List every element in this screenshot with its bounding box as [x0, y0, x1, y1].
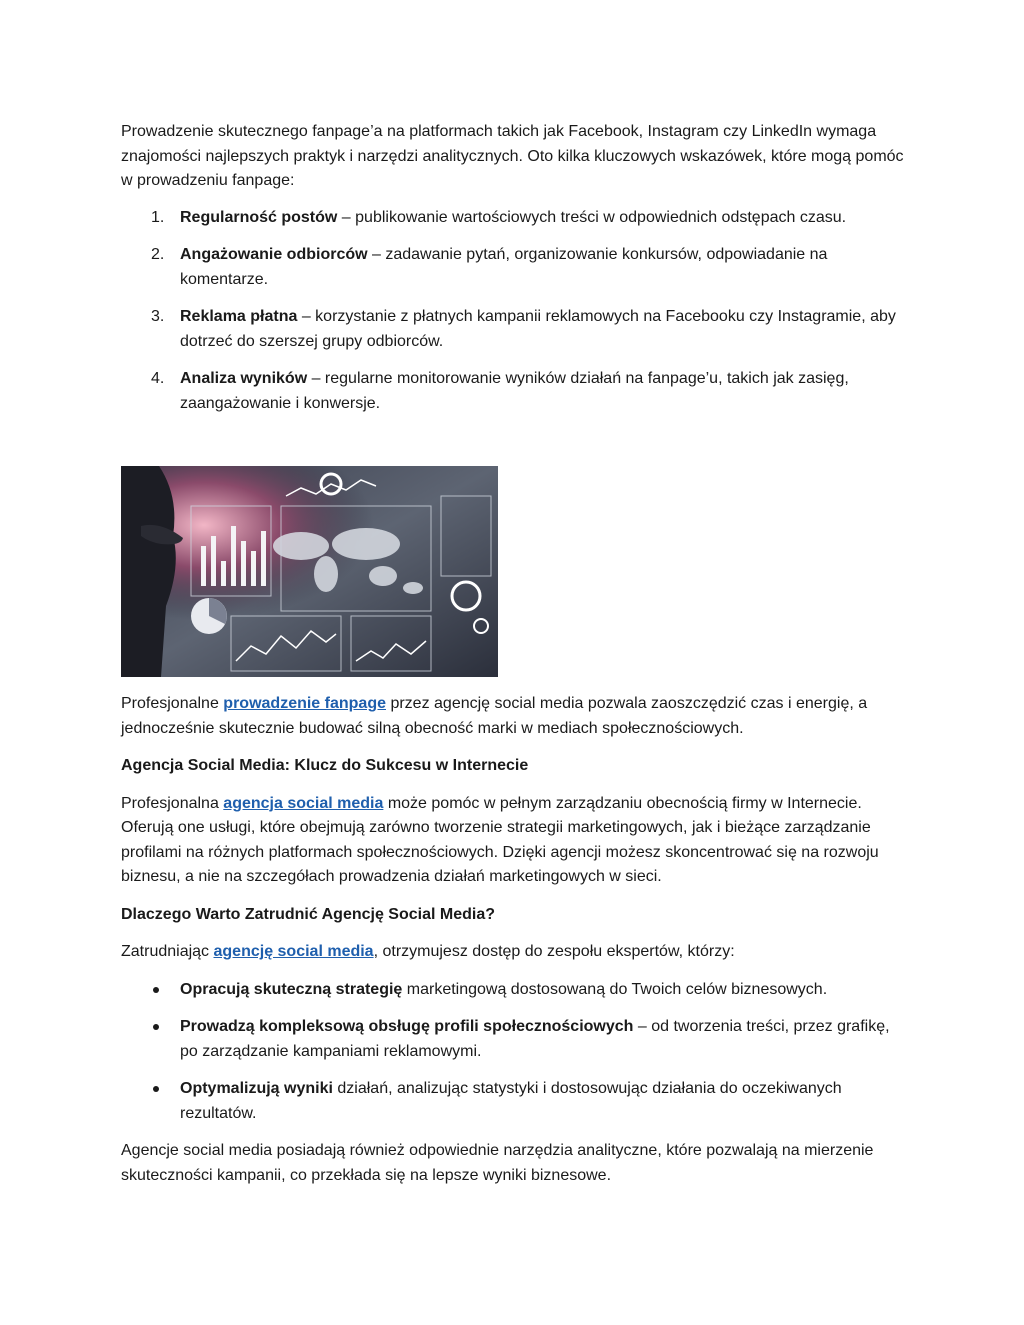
list-item-text: marketingową dostosowaną do Twoich celów biznesowych. [402, 980, 828, 998]
closing-paragraph: Agencje social media posiadają również odpowiednie narzędzia analityczne, które pozwalają na mierzenie skuteczności kampanii, co przekłada się na lepsze wyniki biznesowe. [121, 1142, 874, 1184]
paragraph-text: Profesjonalna [121, 794, 224, 812]
list-item-title: Regularność postów [180, 208, 338, 226]
list-item [121, 243, 911, 292]
benefits-list [121, 978, 911, 1127]
list-item-title: Prowadzą kompleksową obsługę profili społecznościowych [180, 1018, 634, 1035]
paragraph-text: Zatrudniając [121, 943, 214, 960]
list-item [121, 367, 911, 416]
list-item-title: Opracują skuteczną strategię [180, 980, 403, 998]
list-item [121, 978, 911, 1003]
list-item [121, 206, 911, 231]
list-item-title: Angażowanie odbiorców [180, 246, 368, 263]
list-item-title: Optymalizują wyniki [180, 1080, 333, 1097]
list-number: 4. [151, 370, 165, 387]
intro-paragraph: Prowadzenie skutecznego fanpage’a na platformach takich jak Facebook, Instagram czy LinkedIn wymaga znajomości najlepszych praktyk i narzędzi analitycznych. Oto kilka kluczowych wskazówek, które mogą pomóc w prowadzeniu fanpage: [121, 123, 904, 189]
analytics-dashboard-photo [121, 466, 498, 677]
paragraph-text: , otrzymujesz dostęp do zespołu ekspertów, którzy: [373, 943, 735, 960]
section-heading-why: Dlaczego Warto Zatrudnić Agencję Social Media? [121, 905, 495, 923]
list-item-title: Reklama płatna [180, 308, 298, 325]
list-item-text: – regularne monitorowanie wyników działań na fanpage’u, takich jak zasięg, zaangażowanie i konwersje. [180, 370, 849, 412]
list-item [121, 1077, 911, 1126]
list-item-text: – korzystanie z płatnych kampanii reklamowych na Facebooku czy Instagramie, aby dotrzeć do szerszej grupy odbiorców. [180, 308, 896, 350]
list-number: 2. [151, 246, 165, 263]
tips-list [121, 206, 911, 417]
list-item-title: Analiza wyników [180, 370, 308, 387]
list-item-text: – zadawanie pytań, organizowanie konkursów, odpowiadanie na komentarze. [180, 246, 828, 288]
list-item [121, 1015, 911, 1064]
list-item-text: – publikowanie wartościowych treści w odpowiednich odstępach czasu. [337, 208, 847, 226]
bullet-icon [153, 1086, 159, 1092]
agencja-social-media-link[interactable]: agencja social media [223, 794, 384, 812]
list-item-text: działań, analizując statystyki i dostosowując działania do oczekiwanych rezultatów. [180, 1080, 842, 1122]
prowadzenie-fanpage-link[interactable]: prowadzenie fanpage [223, 695, 386, 712]
list-item-text: – od tworzenia treści, przez grafikę, po zarządzanie kampaniami reklamowymi. [180, 1018, 890, 1060]
list-item [121, 305, 911, 354]
analytics-dashboard-illustration [121, 466, 498, 677]
list-number: 1. [151, 208, 165, 226]
bullet-icon [153, 1024, 159, 1030]
list-number: 3. [151, 308, 165, 325]
paragraph-text: może pomóc w pełnym zarządzaniu obecnością firmy w Internecie. Oferują one usługi, które obejmują zarówno tworzenie strategii marketingowych, jak i bieżące zarządzanie profilami na różnych platformach społecznościowych. Dzięki agencji możesz skoncentrować się na rozwoju biznesu, a nie na szczegółach prowadzenia działań marketingowych w sieci. [121, 794, 879, 885]
hire-paragraph [121, 940, 911, 965]
bullet-icon [153, 987, 159, 993]
paragraph-text: przez agencję social media pozwala zaoszczędzić czas i energię, a jednocześnie skutecznie budować silną obecność marki w mediach społecznościowych. [121, 695, 868, 737]
section-heading-agency: Agencja Social Media: Klucz do Sukcesu w Internecie [121, 757, 529, 774]
fanpage-paragraph [121, 692, 911, 741]
paragraph-text: Profesjonalne [121, 695, 224, 712]
agencje-social-media-link[interactable]: agencję social media [213, 943, 374, 960]
document-body [121, 120, 911, 1201]
agency-paragraph [121, 792, 911, 890]
